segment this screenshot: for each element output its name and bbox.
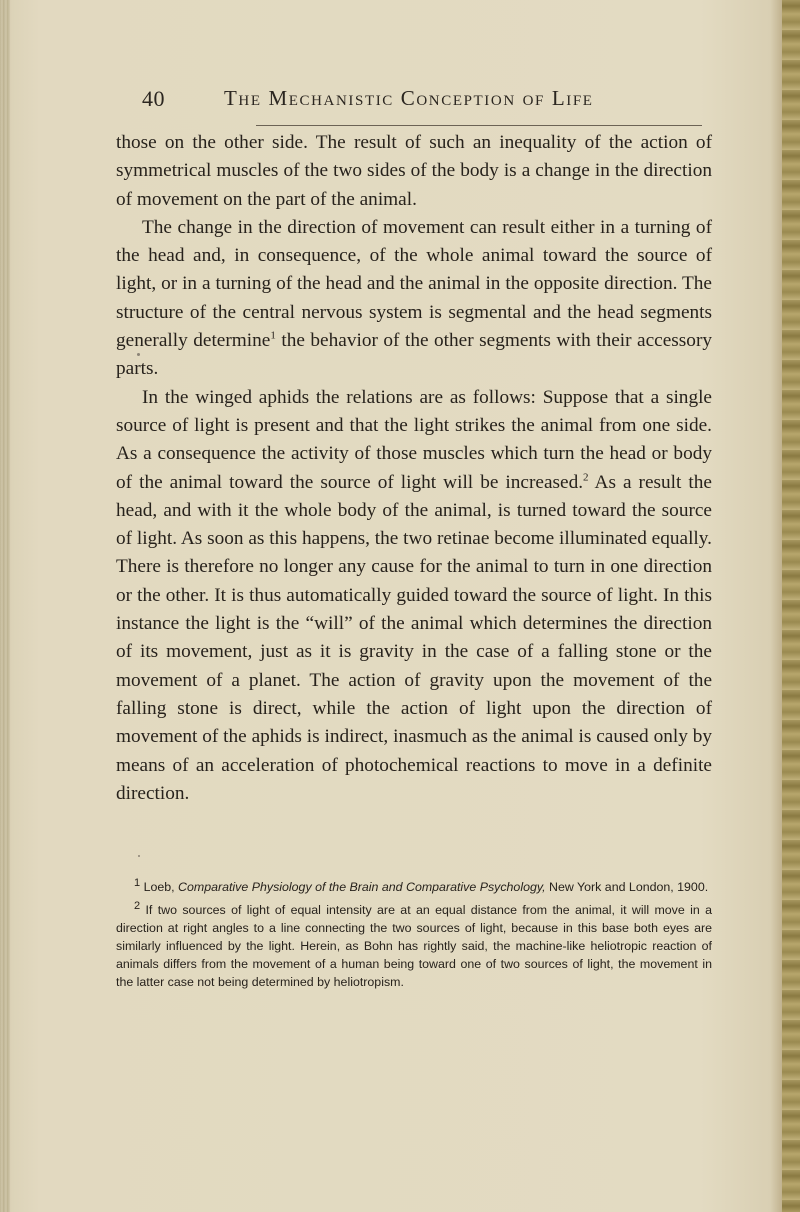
- page-left-edge: [0, 0, 10, 1212]
- body-text: [116, 129, 712, 808]
- footnote-1-title: Comparative Physiology of the Brain and Comparative Psychology,: [178, 880, 546, 894]
- footnote-ref-2: 2: [583, 471, 589, 484]
- paper-speck: [138, 855, 140, 857]
- paragraph-2-text-a: The change in the direction of movement can result either in a turning of the head and, in consequence, of the whole animal toward the source of light, or in a turning of the head and the animal in the opposite direction. The structure of the central nervous system is segmental and the head segments generally determine: [116, 216, 712, 352]
- paragraph-1-text: those on the other side. The result of such an inequality of the action of symmetrical muscles of the two sides of the body is a change in the direction of movement on the part of the animal.: [116, 132, 712, 210]
- running-head: [142, 86, 662, 116]
- footnote-1: [116, 878, 712, 896]
- footnote-ref-1: 1: [270, 329, 276, 342]
- paragraph-2: [116, 214, 712, 384]
- footnote-1-marker: 1: [134, 876, 141, 889]
- paragraph-2-text-b: the behavior of the other segments with their accessory parts.: [116, 330, 712, 380]
- paragraph-1: [116, 129, 712, 214]
- paper-speck: [137, 353, 140, 356]
- book-edge-right: [782, 0, 800, 1212]
- paragraph-3: [116, 384, 712, 808]
- footnote-1-rest: New York and London, 1900.: [545, 880, 709, 894]
- footnotes: [116, 878, 712, 996]
- paragraph-3-text-a: In the winged aphids the relations are as follows: Suppose that a single source of light is present and that the light strikes the animal from one side. As a consequence the activity of those muscles which turn the head or body of the animal toward the source of light will be increased.: [116, 386, 712, 493]
- running-title: The Mechanistic Conception of Life: [224, 86, 594, 110]
- footnote-2: [116, 901, 712, 991]
- footnote-1-author: Loeb,: [140, 880, 179, 894]
- page-number: 40: [142, 86, 165, 111]
- paragraph-3-text-b: As a result the head, and with it the whole body of the animal, is turned toward the source of light. As soon as this happens, the two retinae become illuminated equally. There is therefore no longer any cause for the animal to turn in one direction or the other. It is thus automatically guided toward the source of light. In this instance the light is the “will” of the animal which determines the direction of its movement, just as it is gravity in the case of a falling stone or the movement of a planet. The action of gravity upon the movement of the falling stone is direct, while the action of light upon the direction of movement of the aphids is indirect, inasmuch as the animal is caused only by means of an acceleration of photochemical reactions to move in a definite direction.: [116, 471, 712, 804]
- footnote-2-text: If two sources of light of equal intensity are at an equal distance from the animal, it will move in a direction at right angles to a line connecting the two sources of light, because in this base both eyes are similarly influenced by the light. Herein, as Bohn has rightly said, the machine-like heliotropic reaction of animals differs from the movement of a human being toward one of two sources of light, the movement in the latter case not being determined by heliotropism.: [116, 903, 712, 989]
- footnote-2-marker: 2: [134, 899, 141, 912]
- header-rule: [256, 125, 702, 126]
